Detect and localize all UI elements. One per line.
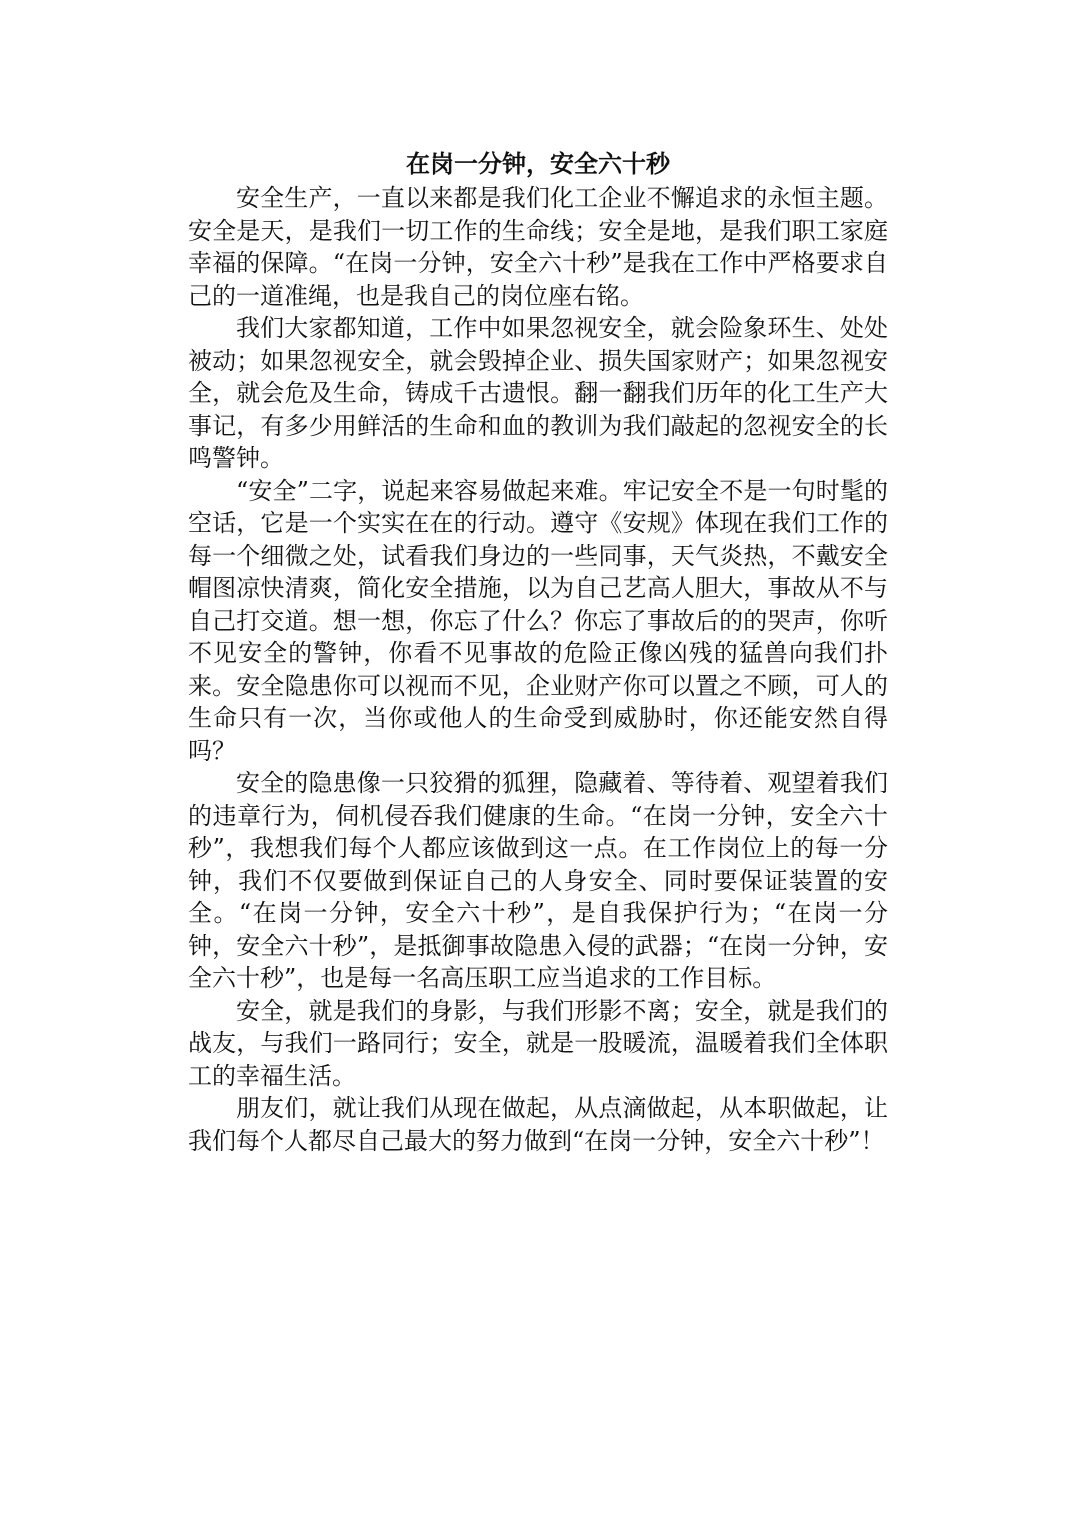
paragraph-6: 朋友们，就让我们从现在做起，从点滴做起，从本职做起，让我们每个人都尽自己最大的努力做到“在岗一分钟，安全六十秒”！ — [188, 1094, 888, 1155]
paragraph-4: 安全的隐患像一只狡猾的狐狸，隐藏着、等待着、观望着我们的违章行为，伺机侵吞我们健康的生命。“在岗一分钟，安全六十秒”，我想我们每个人都应该做到这一点。在工作岗位上的每一分钟，我们不仅要做到保证自己的人身安全、同时要保证装置的安全。“在岗一分钟，安全六十秒”，是自我保护行为；“在岗一分钟，安全六十秒”，是抵御事故隐患入侵的武器；“在岗一分钟，安全六十秒”，也是每一名高压职工应当追求的工作目标。 — [188, 769, 888, 992]
paragraph-2: 我们大家都知道，工作中如果忽视安全，就会险象环生、处处被动；如果忽视安全，就会毁掉企业、损失国家财产；如果忽视安全，就会危及生命，铸成千古遗恨。翻一翻我们历年的化工生产大事记，有多少用鲜活的生命和血的教训为我们敲起的忽视安全的长鸣警钟。 — [188, 314, 888, 472]
document-body — [188, 146, 888, 1157]
paragraph-3: “安全”二字，说起来容易做起来难。牢记安全不是一句时髦的空话，它是一个实实在在的行动。遵守《安规》体现在我们工作的每一个细微之处，试看我们身边的一些同事，天气炎热，不戴安全帽图凉快清爽，简化安全措施，以为自己艺高人胆大，事故从不与自己打交道。想一想，你忘了什么？你忘了事故后的的哭声，你听不见安全的警钟，你看不见事故的危险正像凶残的猛兽向我们扑来。安全隐患你可以视而不见，企业财产你可以置之不顾，可人的生命只有一次，当你或他人的生命受到威胁时，你还能安然自得吗？ — [188, 476, 888, 765]
paragraph-5: 安全，就是我们的身影，与我们形影不离；安全，就是我们的战友，与我们一路同行；安全，就是一股暖流，温暖着我们全体职工的幸福生活。 — [188, 996, 888, 1090]
paragraph-1: 安全生产，一直以来都是我们化工企业不懈追求的永恒主题。安全是天，是我们一切工作的生命线；安全是地，是我们职工家庭幸福的保障。“在岗一分钟，安全六十秒”是我在工作中严格要求自己的一道准绳，也是我自己的岗位座右铭。 — [188, 184, 888, 310]
document-title: 在岗一分钟，安全六十秒 — [406, 149, 670, 178]
